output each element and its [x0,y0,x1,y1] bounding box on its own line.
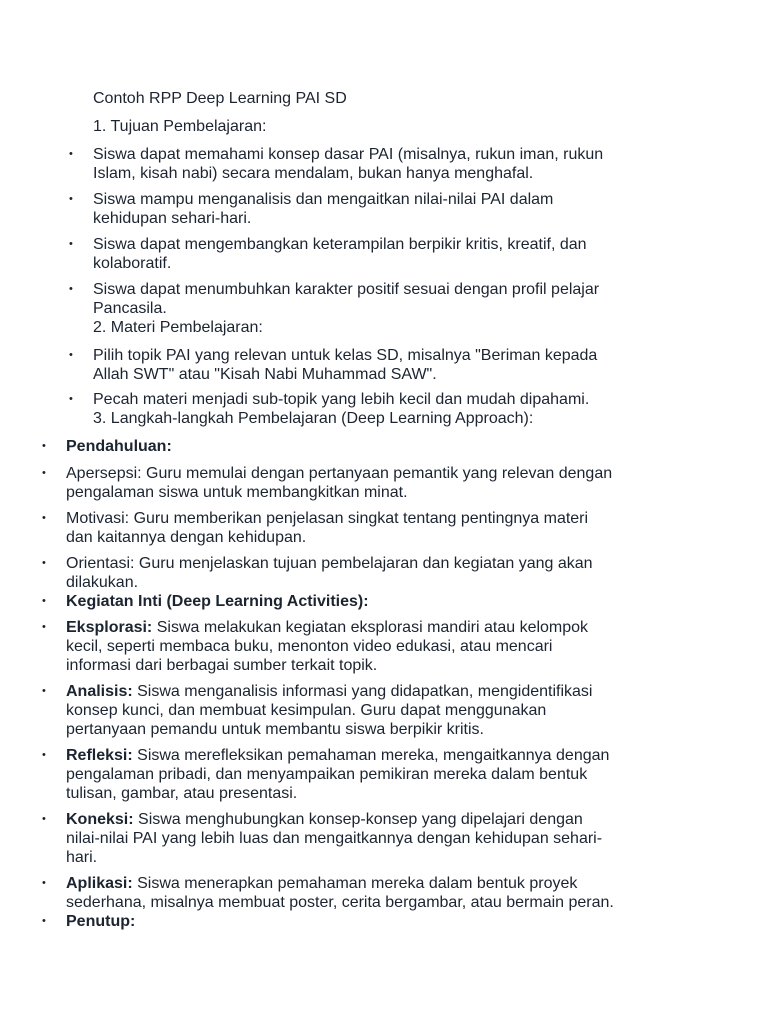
list-item-line: Pecah materi menjadi sub-topik yang lebih kecil dan mudah dipahami. [93,391,590,408]
list-item-line: kolaboratif. [93,255,172,272]
list-item-line: Apersepsi: Guru memulai dengan pertanyaan pemantik yang relevan dengan [66,465,613,482]
list-item-line: Koneksi: Siswa menghubungkan konsep-konsep yang dipelajari dengan [66,811,583,828]
list-item-line: dilakukan. [66,574,139,591]
list-item-line: pertanyaan pemandu untuk membantu siswa berpikir kritis. [66,721,484,738]
bullet: • [69,193,73,205]
list-item-line: nilai-nilai PAI yang lebih luas dan mengaitkannya dengan kehidupan sehari- [66,830,603,847]
list-item-line: kehidupan sehari-hari. [93,210,252,227]
bullet: • [42,621,46,633]
term: Refleksi: [66,747,133,764]
bullet: • [69,349,73,361]
bullet: • [42,557,46,569]
list-item-line: konsep kunci, dan membuat kesimpulan. Guru dapat menggunakan [66,702,547,719]
list-item-line: Pancasila. [93,300,167,317]
list-item-line: informasi dari berbagai sumber terkait topik. [66,657,378,674]
list-item-line: Motivasi: Guru memberikan penjelasan singkat tentang pentingnya materi [66,510,589,527]
list-item-line: sederhana, misalnya membuat poster, cerita bergambar, atau bermain peran. [66,894,614,911]
list-item-line: Pilih topik PAI yang relevan untuk kelas SD, misalnya "Beriman kepada [93,347,598,364]
section-heading-langkah: 3. Langkah-langkah Pembelajaran (Deep Learning Approach): [93,410,534,427]
list-item-line: kecil, seperti membaca buku, menonton video edukasi, atau mencari [66,638,553,655]
bullet: • [42,512,46,524]
bullet: • [69,148,73,160]
list-item-line: hari. [66,849,98,866]
term: Aplikasi: [66,875,133,892]
bullet: • [42,877,46,889]
bullet: • [42,685,46,697]
bullet: • [42,749,46,761]
list-item-line: pengalaman siswa untuk membangkitkan minat. [66,484,408,501]
list-item-line: tulisan, gambar, atau presentasi. [66,785,298,802]
list-item-line: Siswa mampu menganalisis dan mengaitkan nilai-nilai PAI dalam [93,191,554,208]
section-heading-materi: 2. Materi Pembelajaran: [93,319,263,336]
list-item-line: Orientasi: Guru menjelaskan tujuan pembelajaran dan kegiatan yang akan [66,555,593,572]
section-heading-tujuan: 1. Tujuan Pembelajaran: [93,118,267,135]
bullet: • [42,813,46,825]
subsection-label-penutup: Penutup: [66,913,136,930]
list-item-line: Siswa dapat menumbuhkan karakter positif sesuai dengan profil pelajar [93,281,600,298]
list-item-line: Islam, kisah nabi) secara mendalam, bukan hanya menghafal. [93,165,534,182]
term: Analisis: [66,683,133,700]
bullet: • [42,440,46,452]
list-item-line: Siswa dapat memahami konsep dasar PAI (misalnya, rukun iman, rukun [93,146,604,163]
bullet: • [42,467,46,479]
list-item-line: Allah SWT" atau "Kisah Nabi Muhammad SAW". [93,366,437,383]
bullet: • [69,393,73,405]
bullet: • [42,595,46,607]
term: Koneksi: [66,811,134,828]
document-title: Contoh RPP Deep Learning PAI SD [93,90,347,107]
bullet: • [69,283,73,295]
bullet: • [42,915,46,927]
list-item-line: pengalaman pribadi, dan menyampaikan pemikiran mereka dalam bentuk [66,766,588,783]
bullet: • [69,238,73,250]
list-item-line: Aplikasi: Siswa menerapkan pemahaman mereka dalam bentuk proyek [66,875,578,892]
list-item-line: Analisis: Siswa menganalisis informasi yang didapatkan, mengidentifikasi [66,683,593,700]
subsection-label-kegiatan-inti: Kegiatan Inti (Deep Learning Activities): [66,593,369,610]
term: Eksplorasi: [66,619,153,636]
list-item-line: Siswa dapat mengembangkan keterampilan berpikir kritis, kreatif, dan [93,236,587,253]
list-item-line: dan kaitannya dengan kehidupan. [66,529,307,546]
subsection-label-pendahuluan: Pendahuluan: [66,438,172,455]
list-item-line: Refleksi: Siswa merefleksikan pemahaman mereka, mengaitkannya dengan [66,747,610,764]
list-item-line: Eksplorasi: Siswa melakukan kegiatan eksplorasi mandiri atau kelompok [66,619,589,636]
